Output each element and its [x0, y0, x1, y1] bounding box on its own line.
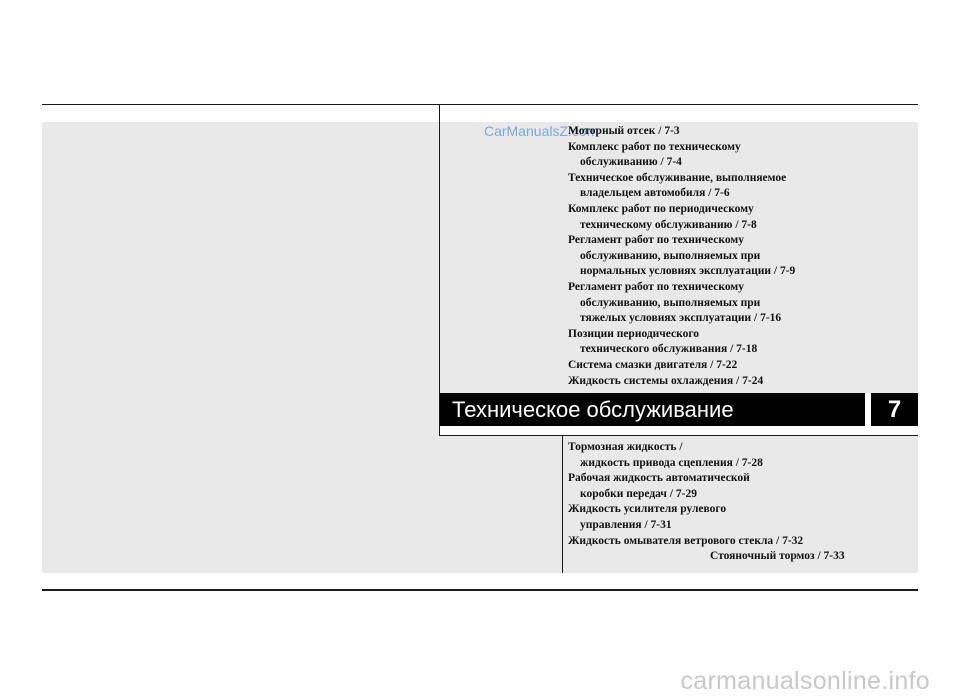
toc-entry: Жидкость усилителя рулевого — [568, 503, 727, 516]
toc-entry: Моторный отсек / 7-3 — [568, 125, 680, 137]
divider-vertical-top — [439, 104, 440, 436]
toc-entry: нормальных условиях эксплуатации / 7-9 — [580, 265, 796, 278]
toc-entry: Рабочая жидкость автоматической — [568, 472, 750, 485]
watermark-logo: CarManualsZ.com — [484, 123, 599, 139]
toc-entry: тяжелых условиях эксплуатации / 7-16 — [580, 312, 782, 325]
toc-entry: коробки передач / 7-29 — [580, 487, 697, 500]
bottom-rule — [42, 589, 918, 591]
toc-entry: Жидкость омывателя ветрового стекла / 7-32 — [568, 534, 804, 547]
toc-entry: обслуживанию / 7-4 — [580, 156, 682, 169]
toc-entry: управления / 7-31 — [580, 518, 672, 531]
toc-entry: владельцем автомобиля / 7-6 — [580, 187, 730, 200]
toc-entry: Комплекс работ по техническому — [568, 140, 741, 153]
toc-entry: обслуживанию, выполняемых при — [580, 296, 761, 309]
toc-entry: Комплекс работ по периодическому — [568, 202, 754, 215]
divider-vertical-bottom — [562, 436, 563, 573]
left-top-panel — [42, 122, 439, 436]
toc-top-list — [568, 124, 795, 389]
toc-bottom-list — [568, 440, 845, 565]
toc-entry: Жидкость системы охлаждения / 7-24 — [568, 374, 764, 387]
toc-entry: технического обслуживания / 7-18 — [580, 343, 758, 356]
toc-entry: Стояночный тормоз / 7-33 — [710, 550, 845, 563]
site-watermark: carmanualsonline.info — [680, 667, 930, 695]
left-bottom-panel — [42, 436, 562, 573]
toc-entry: Система смазки двигателя / 7-22 — [568, 358, 738, 371]
chapter-number-badge: 7 — [871, 393, 918, 426]
toc-entry: жидкость привода сцепления / 7-28 — [580, 456, 763, 469]
section-title: Техническое обслуживание — [440, 393, 865, 426]
toc-entry: Регламент работ по техническому — [568, 280, 744, 293]
toc-entry: обслуживанию, выполняемых при — [580, 249, 761, 262]
toc-entry: техническому обслуживанию / 7-8 — [580, 218, 757, 231]
toc-entry: Тормозная жидкость / — [568, 441, 683, 453]
divider-horizontal-mid — [439, 435, 918, 436]
top-rule — [42, 104, 918, 105]
toc-entry: Регламент работ по техническому — [568, 234, 744, 247]
toc-entry: Техническое обслуживание, выполняемое — [568, 171, 787, 184]
toc-entry: Позиции периодического — [568, 327, 700, 340]
